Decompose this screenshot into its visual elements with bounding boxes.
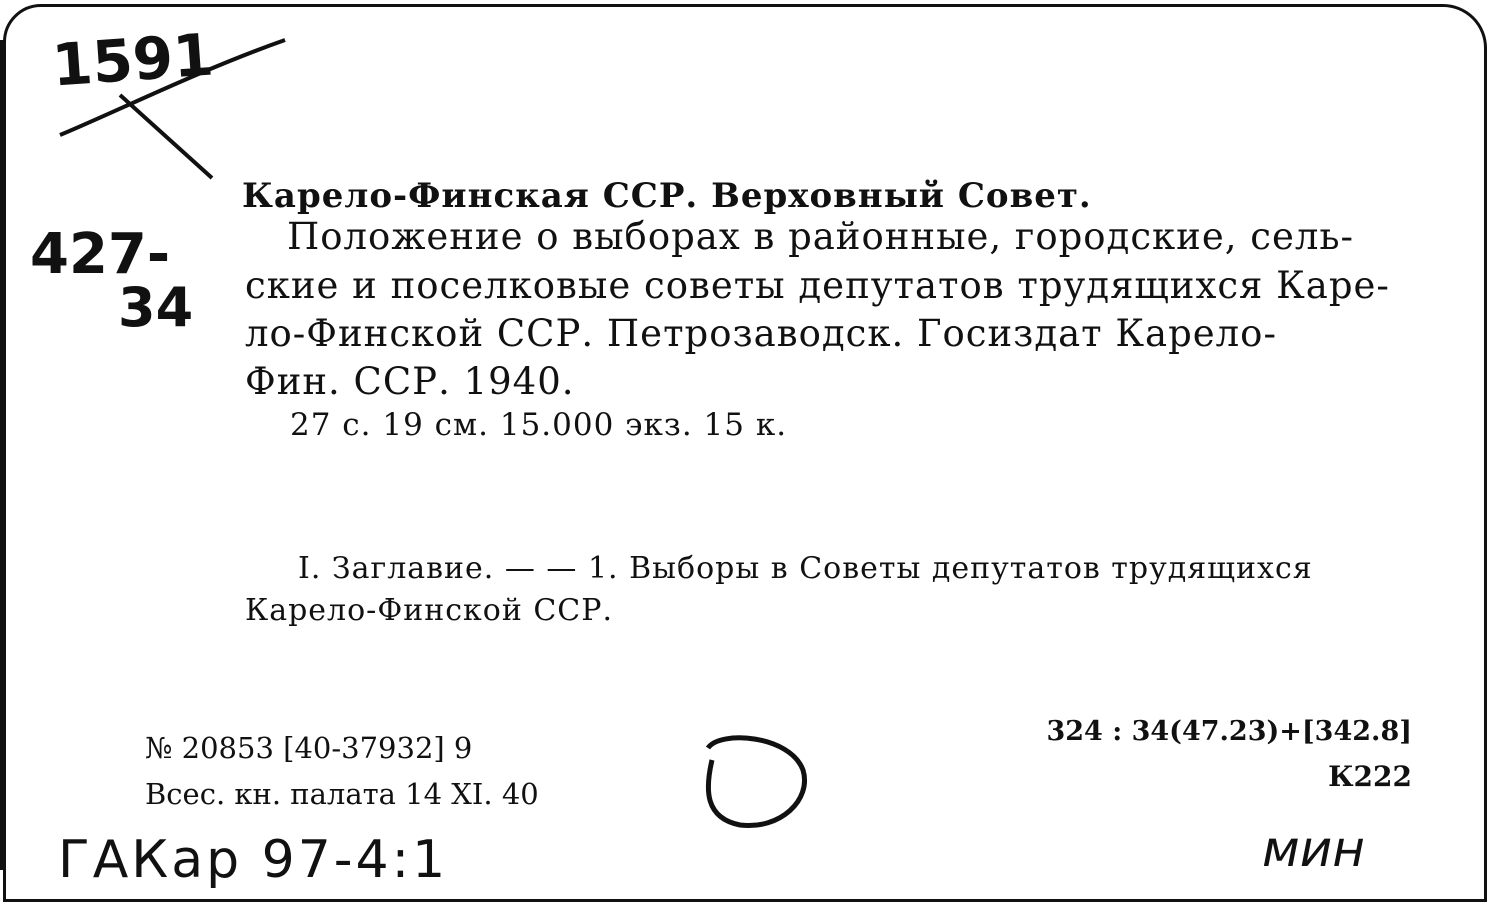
handwritten-initials: мин xyxy=(1262,820,1365,878)
book-chamber-line: Всес. кн. палата 14 XI. 40 xyxy=(145,777,539,811)
punch-hole-outline xyxy=(708,738,805,826)
card-heading: Карело-Финская ССР. Верховный Совет. xyxy=(242,176,1092,216)
handwritten-archive-mark: ГАКар 97-4:1 xyxy=(58,830,449,890)
handwritten-shelf-mark-2: 34 xyxy=(118,276,194,339)
tracing-line-2: Карело-Финской ССР. xyxy=(245,593,613,628)
tick-stroke xyxy=(120,95,212,178)
title-line-3: ло-Финской ССР. Петрозаводск. Госиздат Карело- xyxy=(245,312,1277,355)
classification-number: 324 : 34(47.23)+[342.8] xyxy=(1046,716,1412,747)
order-number: № 20853 [40-37932] 9 xyxy=(145,731,473,765)
title-line-4: Фин. ССР. 1940. xyxy=(245,360,575,403)
handwritten-accession-number: 1591 xyxy=(49,20,216,100)
tracing-line-1: I. Заглавие. — — 1. Выборы в Советы депутатов трудящихся xyxy=(298,551,1313,586)
cutter-mark: К222 xyxy=(1328,760,1412,793)
title-line-1: Положение о выборах в районные, городские, сель- xyxy=(287,215,1355,258)
handwritten-shelf-mark-1: 427- xyxy=(30,222,171,287)
title-line-2: ские и поселковые советы депутатов трудящихся Каре- xyxy=(245,264,1390,307)
collation-line: 27 с. 19 см. 15.000 экз. 15 к. xyxy=(290,407,788,443)
